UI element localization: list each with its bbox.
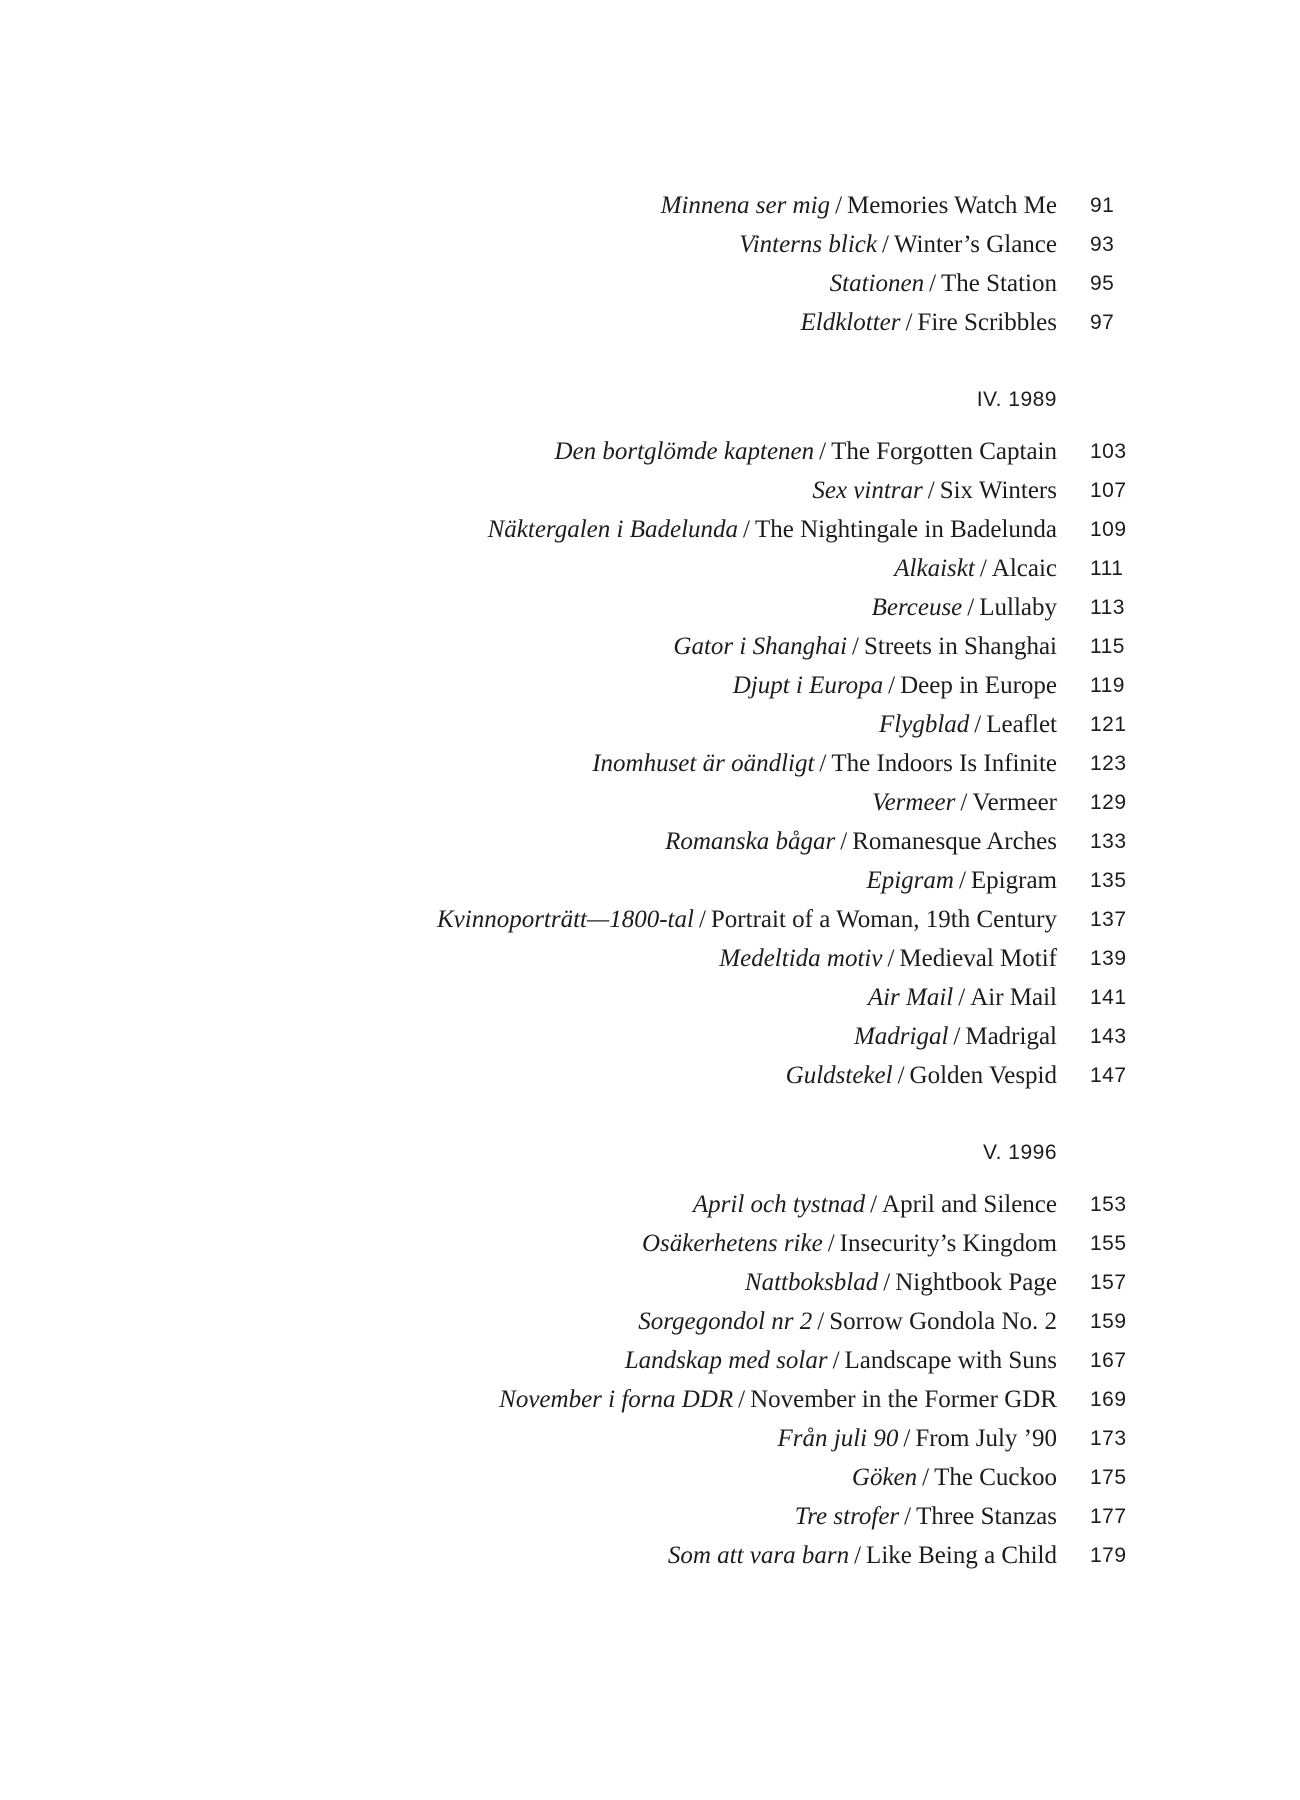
- entry-title: [786, 1056, 1057, 1095]
- page-number: 179: [1090, 1544, 1127, 1567]
- title-separator: /: [922, 1464, 930, 1491]
- toc-entry: [0, 1302, 1300, 1341]
- entry-title: [668, 1536, 1057, 1575]
- swedish-title: November i forna DDR: [499, 1386, 734, 1413]
- title-separator: /: [974, 711, 982, 738]
- title-separator: /: [897, 1062, 905, 1089]
- toc-entry: [0, 939, 1300, 978]
- page-number: 91: [1090, 194, 1115, 217]
- page-number: 111: [1090, 557, 1124, 580]
- toc-entry: [0, 978, 1300, 1017]
- toc-entry: [0, 1017, 1300, 1056]
- entry-title: [554, 432, 1057, 471]
- entry-title: [625, 1341, 1057, 1380]
- title-separator: /: [887, 945, 895, 972]
- english-title: Alcaic: [991, 555, 1057, 582]
- swedish-title: Den bortglömde kaptenen: [554, 438, 815, 465]
- entry-title: [872, 783, 1057, 822]
- toc-entry: [0, 303, 1300, 342]
- entry-title: [868, 978, 1057, 1017]
- title-separator: /: [881, 231, 889, 258]
- toc-entry: [0, 1224, 1300, 1263]
- toc-entry: [0, 1497, 1300, 1536]
- toc-section: [0, 380, 1300, 1095]
- page-number: 173: [1090, 1427, 1127, 1450]
- entry-title: [795, 1497, 1057, 1536]
- page-number: 167: [1090, 1349, 1127, 1372]
- english-title: Leaflet: [986, 711, 1057, 738]
- swedish-title: Madrigal: [853, 1023, 949, 1050]
- title-separator: /: [953, 1023, 961, 1050]
- page-number: 115: [1090, 635, 1125, 658]
- section-heading: V. 1996: [983, 1141, 1057, 1164]
- page-number: 143: [1090, 1025, 1127, 1048]
- entry-title: [739, 225, 1057, 264]
- english-title: From July ’90: [915, 1425, 1057, 1452]
- title-separator: /: [738, 1386, 746, 1413]
- entry-title: [733, 666, 1057, 705]
- english-title: Nightbook Page: [895, 1269, 1057, 1296]
- page-number: 139: [1090, 947, 1127, 970]
- entry-title: [665, 822, 1057, 861]
- title-separator: /: [967, 594, 975, 621]
- toc-entry: [0, 900, 1300, 939]
- toc-entry: [0, 1185, 1300, 1224]
- page-number: 147: [1090, 1064, 1127, 1087]
- entry-title: [866, 861, 1057, 900]
- toc-entry: [0, 1419, 1300, 1458]
- swedish-title: Osäkerhetens rike: [641, 1230, 823, 1257]
- entry-title: [800, 303, 1057, 342]
- title-separator: /: [927, 477, 935, 504]
- swedish-title: Epigram: [866, 867, 954, 894]
- toc-entry: [0, 186, 1300, 225]
- title-separator: /: [905, 309, 913, 336]
- page-number: 93: [1090, 233, 1115, 256]
- english-title: The Forgotten Captain: [831, 438, 1057, 465]
- title-separator: /: [852, 633, 859, 660]
- english-title: Like Being a Child: [866, 1542, 1057, 1569]
- page-number: 169: [1090, 1388, 1127, 1411]
- title-separator: /: [840, 828, 848, 855]
- entry-title: [499, 1380, 1057, 1419]
- entry-title: [854, 1017, 1057, 1056]
- entry-title: [638, 1302, 1057, 1341]
- title-separator: /: [819, 750, 827, 777]
- english-title: April and Silence: [882, 1191, 1057, 1218]
- page-number: 121: [1090, 713, 1127, 736]
- table-of-contents: [0, 186, 1300, 1575]
- swedish-title: Kvinnoporträtt—1800-tal: [436, 906, 694, 933]
- toc-entry: [0, 744, 1300, 783]
- english-title: Landscape with Suns: [844, 1347, 1057, 1374]
- english-title: Fire Scribbles: [917, 309, 1057, 336]
- swedish-title: Romanska bågar: [665, 828, 836, 855]
- english-title: The Nightingale in Badelunda: [754, 516, 1057, 543]
- entry-title: [719, 939, 1057, 978]
- title-separator: /: [904, 1503, 912, 1530]
- toc-entry: [0, 432, 1300, 471]
- english-title: Epigram: [970, 867, 1057, 894]
- title-separator: /: [817, 1308, 825, 1335]
- entry-title: [852, 1458, 1057, 1497]
- title-separator: /: [854, 1542, 862, 1569]
- swedish-title: Nattboksblad: [744, 1269, 879, 1296]
- entry-title: [488, 510, 1057, 549]
- title-separator: /: [832, 1347, 840, 1374]
- english-title: Air Mail: [970, 984, 1057, 1011]
- page-number: 113: [1090, 596, 1125, 619]
- toc-entry: [0, 549, 1300, 588]
- page-number: 129: [1090, 791, 1127, 814]
- toc-entry: [0, 861, 1300, 900]
- entry-title: [812, 471, 1057, 510]
- english-title: Streets in Shanghai: [863, 633, 1057, 660]
- page-number: 133: [1090, 830, 1127, 853]
- english-title: Six Winters: [939, 477, 1057, 504]
- swedish-title: Alkaiskt: [894, 555, 975, 582]
- swedish-title: Berceuse: [871, 594, 963, 621]
- english-title: Insecurity’s Kingdom: [839, 1230, 1057, 1257]
- english-title: Memories Watch Me: [847, 192, 1057, 219]
- entry-title: [661, 186, 1057, 225]
- page-number: 103: [1090, 440, 1127, 463]
- page-number: 159: [1090, 1310, 1127, 1333]
- toc-section: [0, 1133, 1300, 1575]
- toc-entry: [0, 666, 1300, 705]
- english-title: Madrigal: [965, 1023, 1057, 1050]
- english-title: Golden Vespid: [909, 1062, 1057, 1089]
- english-title: Lullaby: [979, 594, 1057, 621]
- swedish-title: April och tystnad: [692, 1191, 866, 1218]
- title-separator: /: [958, 867, 966, 894]
- toc-entry: [0, 1380, 1300, 1419]
- english-title: Deep in Europe: [900, 672, 1057, 699]
- page-number: 107: [1090, 479, 1127, 502]
- entry-title: [642, 1224, 1057, 1263]
- title-separator: /: [960, 789, 968, 816]
- swedish-title: Guldstekel: [785, 1062, 893, 1089]
- entry-title: [872, 588, 1057, 627]
- page-number: 155: [1090, 1232, 1127, 1255]
- toc-entry: [0, 627, 1300, 666]
- page-number: 95: [1090, 272, 1115, 295]
- entry-title: [592, 744, 1057, 783]
- toc-entry: [0, 1536, 1300, 1575]
- title-separator: /: [698, 906, 706, 933]
- english-title: Winter’s Glance: [893, 231, 1057, 258]
- toc-entry: [0, 588, 1300, 627]
- swedish-title: Djupt i Europa: [732, 672, 884, 699]
- page-number: 119: [1090, 674, 1125, 697]
- page-number: 109: [1090, 518, 1127, 541]
- swedish-title: Som att vara barn: [667, 1542, 850, 1569]
- title-separator: /: [743, 516, 750, 543]
- entry-title: [437, 900, 1057, 939]
- swedish-title: Tre strofer: [794, 1503, 900, 1530]
- english-title: The Indoors Is Infinite: [831, 750, 1057, 777]
- toc-entry: [0, 705, 1300, 744]
- page-number: 97: [1090, 311, 1115, 334]
- swedish-title: Från juli 90: [777, 1425, 899, 1452]
- swedish-title: Eldklotter: [800, 309, 901, 336]
- swedish-title: Inomhuset är oändligt: [592, 750, 815, 777]
- page-number: 123: [1090, 752, 1127, 775]
- swedish-title: Air Mail: [867, 984, 954, 1011]
- title-separator: /: [883, 1269, 891, 1296]
- page-number: 141: [1090, 986, 1127, 1009]
- swedish-title: Göken: [851, 1464, 918, 1491]
- english-title: Portrait of a Woman, 19th Century: [710, 906, 1057, 933]
- section-heading: IV. 1989: [976, 388, 1057, 411]
- swedish-title: Vinterns blick: [739, 231, 877, 258]
- title-separator: /: [870, 1191, 878, 1218]
- swedish-title: Flygblad: [879, 711, 970, 738]
- title-separator: /: [903, 1425, 911, 1452]
- english-title: The Cuckoo: [934, 1464, 1057, 1491]
- title-separator: /: [819, 438, 827, 465]
- swedish-title: Näktergalen i Badelunda: [487, 516, 739, 543]
- swedish-title: Sorgegondol nr 2: [638, 1308, 813, 1335]
- swedish-title: Medeltida motiv: [719, 945, 883, 972]
- page-number: 135: [1090, 869, 1127, 892]
- page-number: 177: [1090, 1505, 1127, 1528]
- english-title: Romanesque Arches: [852, 828, 1057, 855]
- swedish-title: Stationen: [829, 270, 925, 297]
- toc-entry: [0, 1458, 1300, 1497]
- swedish-title: Minnena ser mig: [660, 192, 831, 219]
- title-separator: /: [835, 192, 843, 219]
- swedish-title: Landskap med solar: [624, 1347, 828, 1374]
- toc-entry: [0, 1263, 1300, 1302]
- toc-entry: [0, 1341, 1300, 1380]
- toc-entry: [0, 510, 1300, 549]
- entry-title: [830, 264, 1057, 303]
- toc-entry: [0, 264, 1300, 303]
- title-separator: /: [929, 270, 937, 297]
- toc-entry: [0, 471, 1300, 510]
- toc-entry: [0, 1056, 1300, 1095]
- page-number: 137: [1090, 908, 1127, 931]
- toc-entry: [0, 783, 1300, 822]
- toc-section: [0, 186, 1300, 342]
- entry-title: [745, 1263, 1057, 1302]
- entry-title: [693, 1185, 1057, 1224]
- swedish-title: Gator i Shanghai: [673, 633, 848, 660]
- entry-title: [673, 627, 1057, 666]
- english-title: Sorrow Gondola No. 2: [829, 1308, 1057, 1335]
- toc-entry: [0, 225, 1300, 264]
- title-separator: /: [827, 1230, 835, 1257]
- title-separator: /: [979, 555, 987, 582]
- entry-title: [778, 1419, 1057, 1458]
- entry-title: [879, 705, 1057, 744]
- page-number: 175: [1090, 1466, 1127, 1489]
- page-number: 153: [1090, 1193, 1127, 1216]
- toc-entry: [0, 822, 1300, 861]
- english-title: Vermeer: [972, 789, 1057, 816]
- swedish-title: Vermeer: [872, 789, 956, 816]
- english-title: The Station: [941, 270, 1057, 297]
- title-separator: /: [958, 984, 966, 1011]
- english-title: Medieval Motif: [899, 945, 1057, 972]
- english-title: November in the Former GDR: [750, 1386, 1057, 1413]
- swedish-title: Sex vintrar: [812, 477, 923, 504]
- page-number: 157: [1090, 1271, 1127, 1294]
- english-title: Three Stanzas: [916, 1503, 1057, 1530]
- title-separator: /: [888, 672, 896, 699]
- entry-title: [894, 549, 1057, 588]
